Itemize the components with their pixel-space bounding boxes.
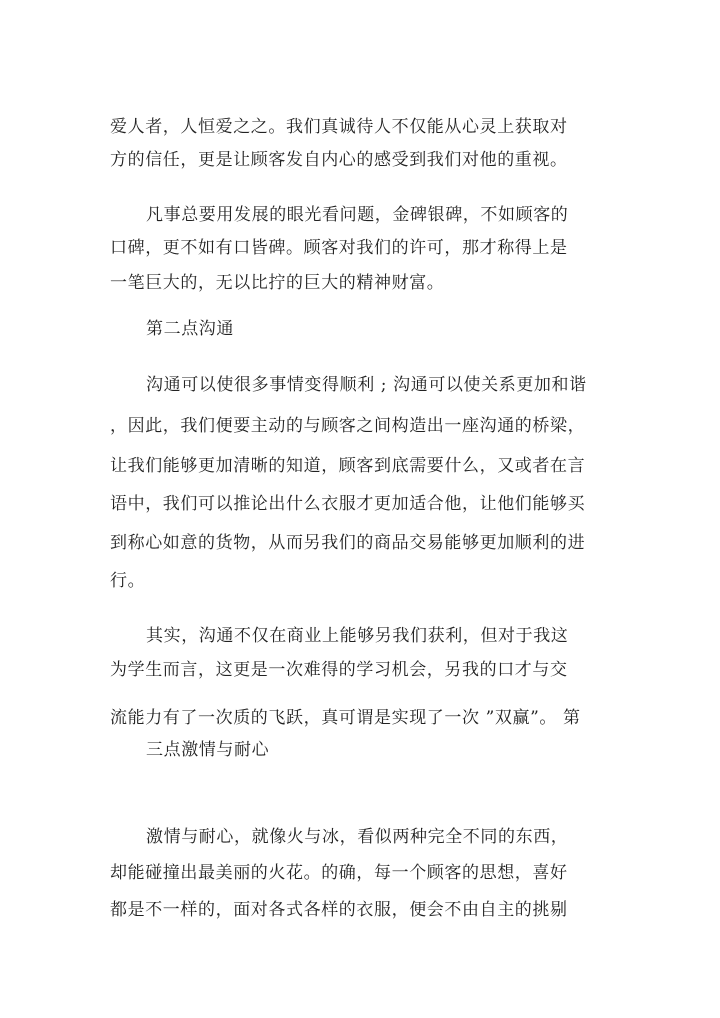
text-line: 语中，我们可以推论出什么衣服才更加适合他，让他们能够买 xyxy=(110,494,586,514)
text-line: ，因此，我们便要主动的与顾客之间构造出一座沟通的桥梁， xyxy=(110,416,586,436)
text-line: 却能碰撞出最美丽的火花。的确，每一个顾客的思想，喜好 xyxy=(110,863,568,883)
text-line: 行。 xyxy=(110,571,146,591)
section-heading: 第二点沟通 xyxy=(146,319,234,339)
text-line: 口碑，更不如有口皆碑。顾客对我们的许可，那才称得上是 xyxy=(110,238,568,258)
text-line: 沟通可以使很多事情变得顺利 ; 沟通可以使关系更加和谐 xyxy=(146,375,587,395)
section-heading: 三点激情与耐心 xyxy=(146,740,270,760)
text-line: 让我们能够更加清晰的知道，顾客到底需要什么，又或者在言 xyxy=(110,456,586,476)
text-line: 其实，沟通不仅在商业上能够另我们获利，但对于我这 xyxy=(146,626,569,646)
text-line: 凡事总要用发展的眼光看问题，金碑银碑，不如顾客的 xyxy=(146,205,569,225)
text-line: 到称心如意的货物，从而另我们的商品交易能够更加顺利的进 xyxy=(110,533,586,553)
text-line: 一笔巨大的，无以比拧的巨大的精神财富。 xyxy=(110,273,445,293)
text-line: 流能力有了一次质的飞跃，真可谓是实现了一次 ”双赢”。 第 xyxy=(110,708,581,728)
text-line: 都是不一样的，面对各式各样的衣服，便会不由自主的挑剔 xyxy=(110,900,568,920)
text-line: 为学生而言，这更是一次难得的学习机会，另我的口才与交 xyxy=(110,660,568,680)
text-line: 激情与耐心，就像火与冰，看似两种完全不同的东西， xyxy=(146,827,569,847)
text-line: 爱人者，人恒爱之之。我们真诚待人不仅能从心灵上获取对 xyxy=(110,117,568,137)
text-line: 方的信任，更是让顾客发自内心的感受到我们对他的重视。 xyxy=(110,150,568,170)
